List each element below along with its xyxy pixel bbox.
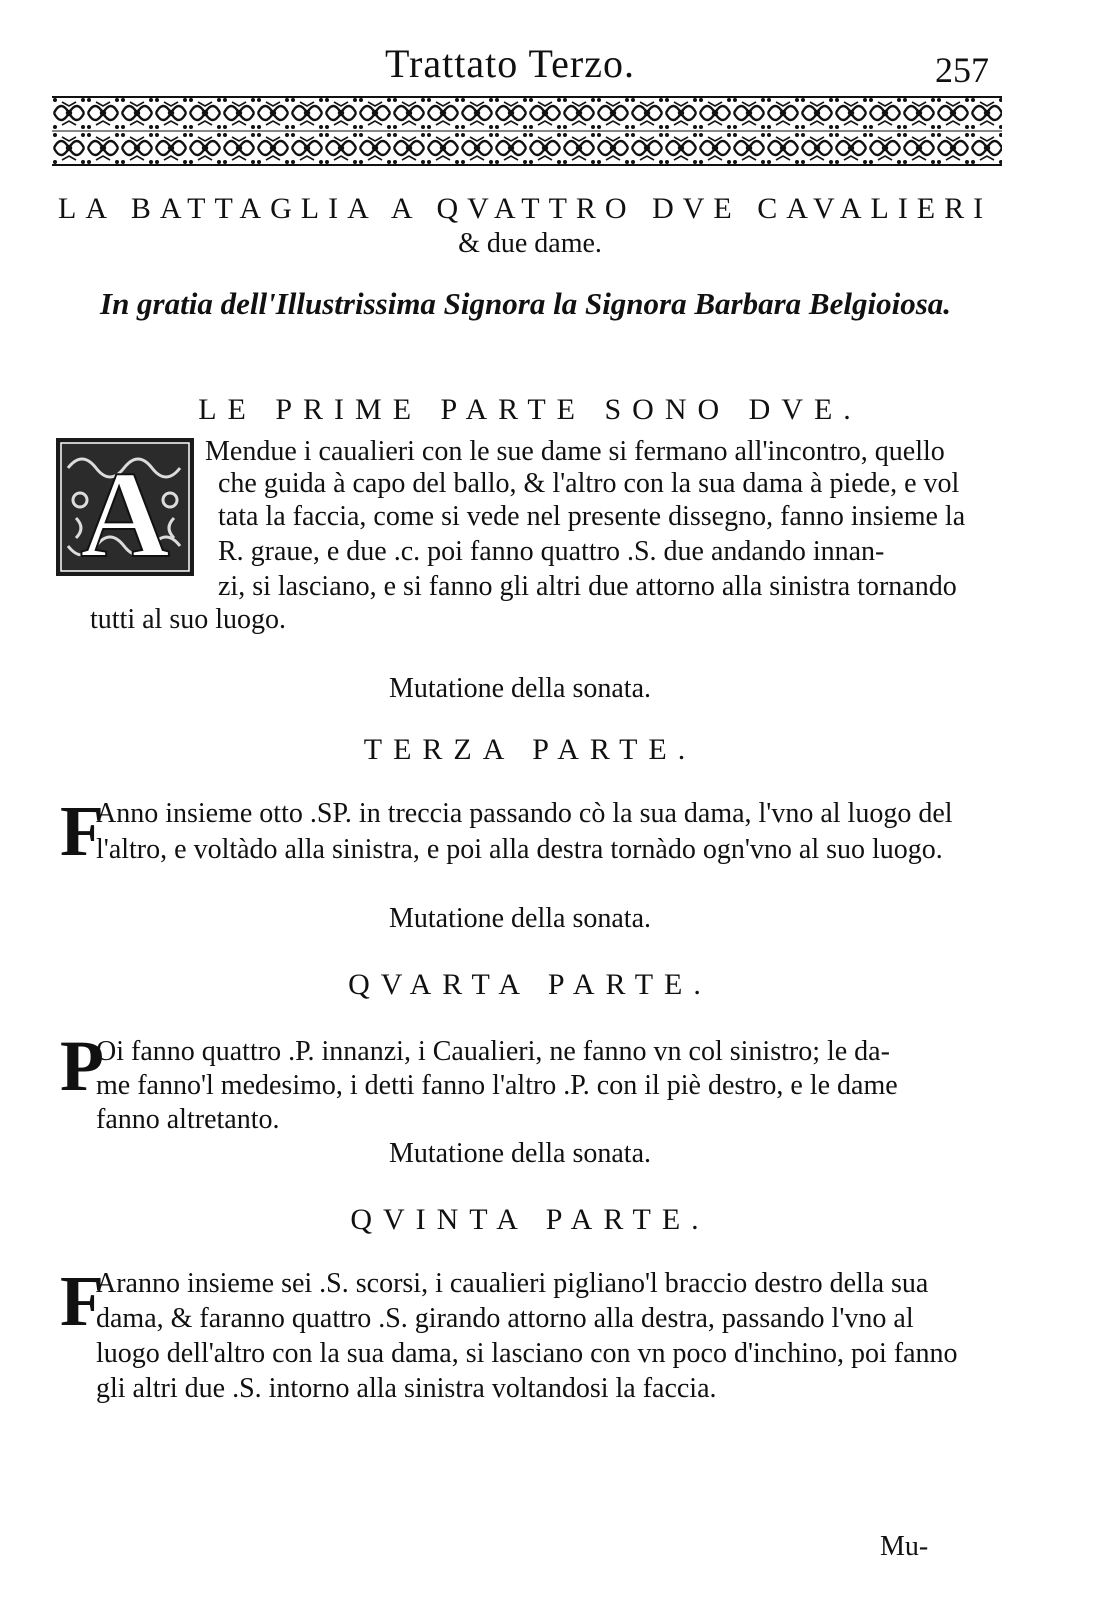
text-line: R. graue, e due .c. poi fanno quattro .S. due andando innan-	[218, 536, 885, 567]
text-line: Oi fanno quattro .P. innanzi, i Caualieri, ne fanno vn col sinistro; le da-	[96, 1036, 890, 1067]
text-line: Aranno insieme sei .S. scorsi, i caualieri pigliano'l braccio destro della sua	[96, 1268, 929, 1299]
chapter-subtitle: & due dame.	[458, 228, 602, 259]
decorated-initial-frame	[56, 438, 194, 576]
mutation-line: Mutatione della sonata.	[388, 673, 652, 704]
text-line: che guida à capo del ballo, & l'altro con la sua dama à piede, e vol	[218, 468, 960, 499]
text-line: gli altri due .S. intorno alla sinistra voltandosi la faccia.	[96, 1373, 717, 1404]
text-line: me fanno'l medesimo, i detti fanno l'altro .P. con il piè destro, e le dame	[96, 1070, 898, 1101]
text-line: Mendue i caualieri con le sue dame si fermano all'incontro, quello	[205, 436, 945, 467]
text-line: fanno altretanto.	[96, 1104, 280, 1135]
text-line: l'altro, e voltàdo alla sinistra, e poi alla destra tornàdo ogn'vno al suo luogo.	[96, 834, 943, 865]
section-heading-quinta-parte: QVINTA PARTE.	[350, 1203, 710, 1236]
mutation-line: Mutatione della sonata.	[388, 903, 652, 934]
section-heading-quarta-parte: QVARTA PARTE.	[348, 968, 712, 1001]
page-number: 257	[935, 50, 989, 90]
text-line: zi, si lasciano, e si fanno gli altri due attorno alla sinistra tornando	[218, 571, 957, 602]
section-heading-prime-parte: LE PRIME PARTE SONO DVE.	[198, 393, 862, 426]
section-heading-terza-parte: TERZA PARTE.	[363, 733, 697, 766]
text-line: Anno insieme otto .SP. in treccia passando cò la sua dama, l'vno al luogo del	[96, 798, 953, 829]
text-line: luogo dell'altro con la sua dama, si lasciano con vn poco d'inchino, poi fanno	[96, 1338, 958, 1369]
decorated-initial-letter: A	[80, 446, 170, 576]
mutation-line: Mutatione della sonata.	[388, 1138, 652, 1169]
running-head: Trattato Terzo.	[385, 41, 635, 86]
ornamental-border	[52, 96, 1002, 166]
initial-letter: P	[60, 1026, 104, 1106]
initial-letter: F	[60, 791, 104, 871]
decorated-initial	[56, 438, 194, 576]
dedication-line: In gratia dell'Illustrissima Signora la Signora Barbara Belgioiosa.	[100, 286, 952, 321]
catchword: Mu-	[880, 1531, 929, 1562]
chapter-title: LA BATTAGLIA A QVATTRO DVE CAVALIERI	[58, 192, 993, 225]
text-line: tutti al suo luogo.	[90, 604, 286, 635]
text-line: dama, & faranno quattro .S. girando attorno alla destra, passando l'vno al	[96, 1303, 914, 1334]
initial-letter: F	[60, 1261, 104, 1341]
text-line: tata la faccia, come si vede nel presente dissegno, fanno insieme la	[218, 501, 966, 532]
